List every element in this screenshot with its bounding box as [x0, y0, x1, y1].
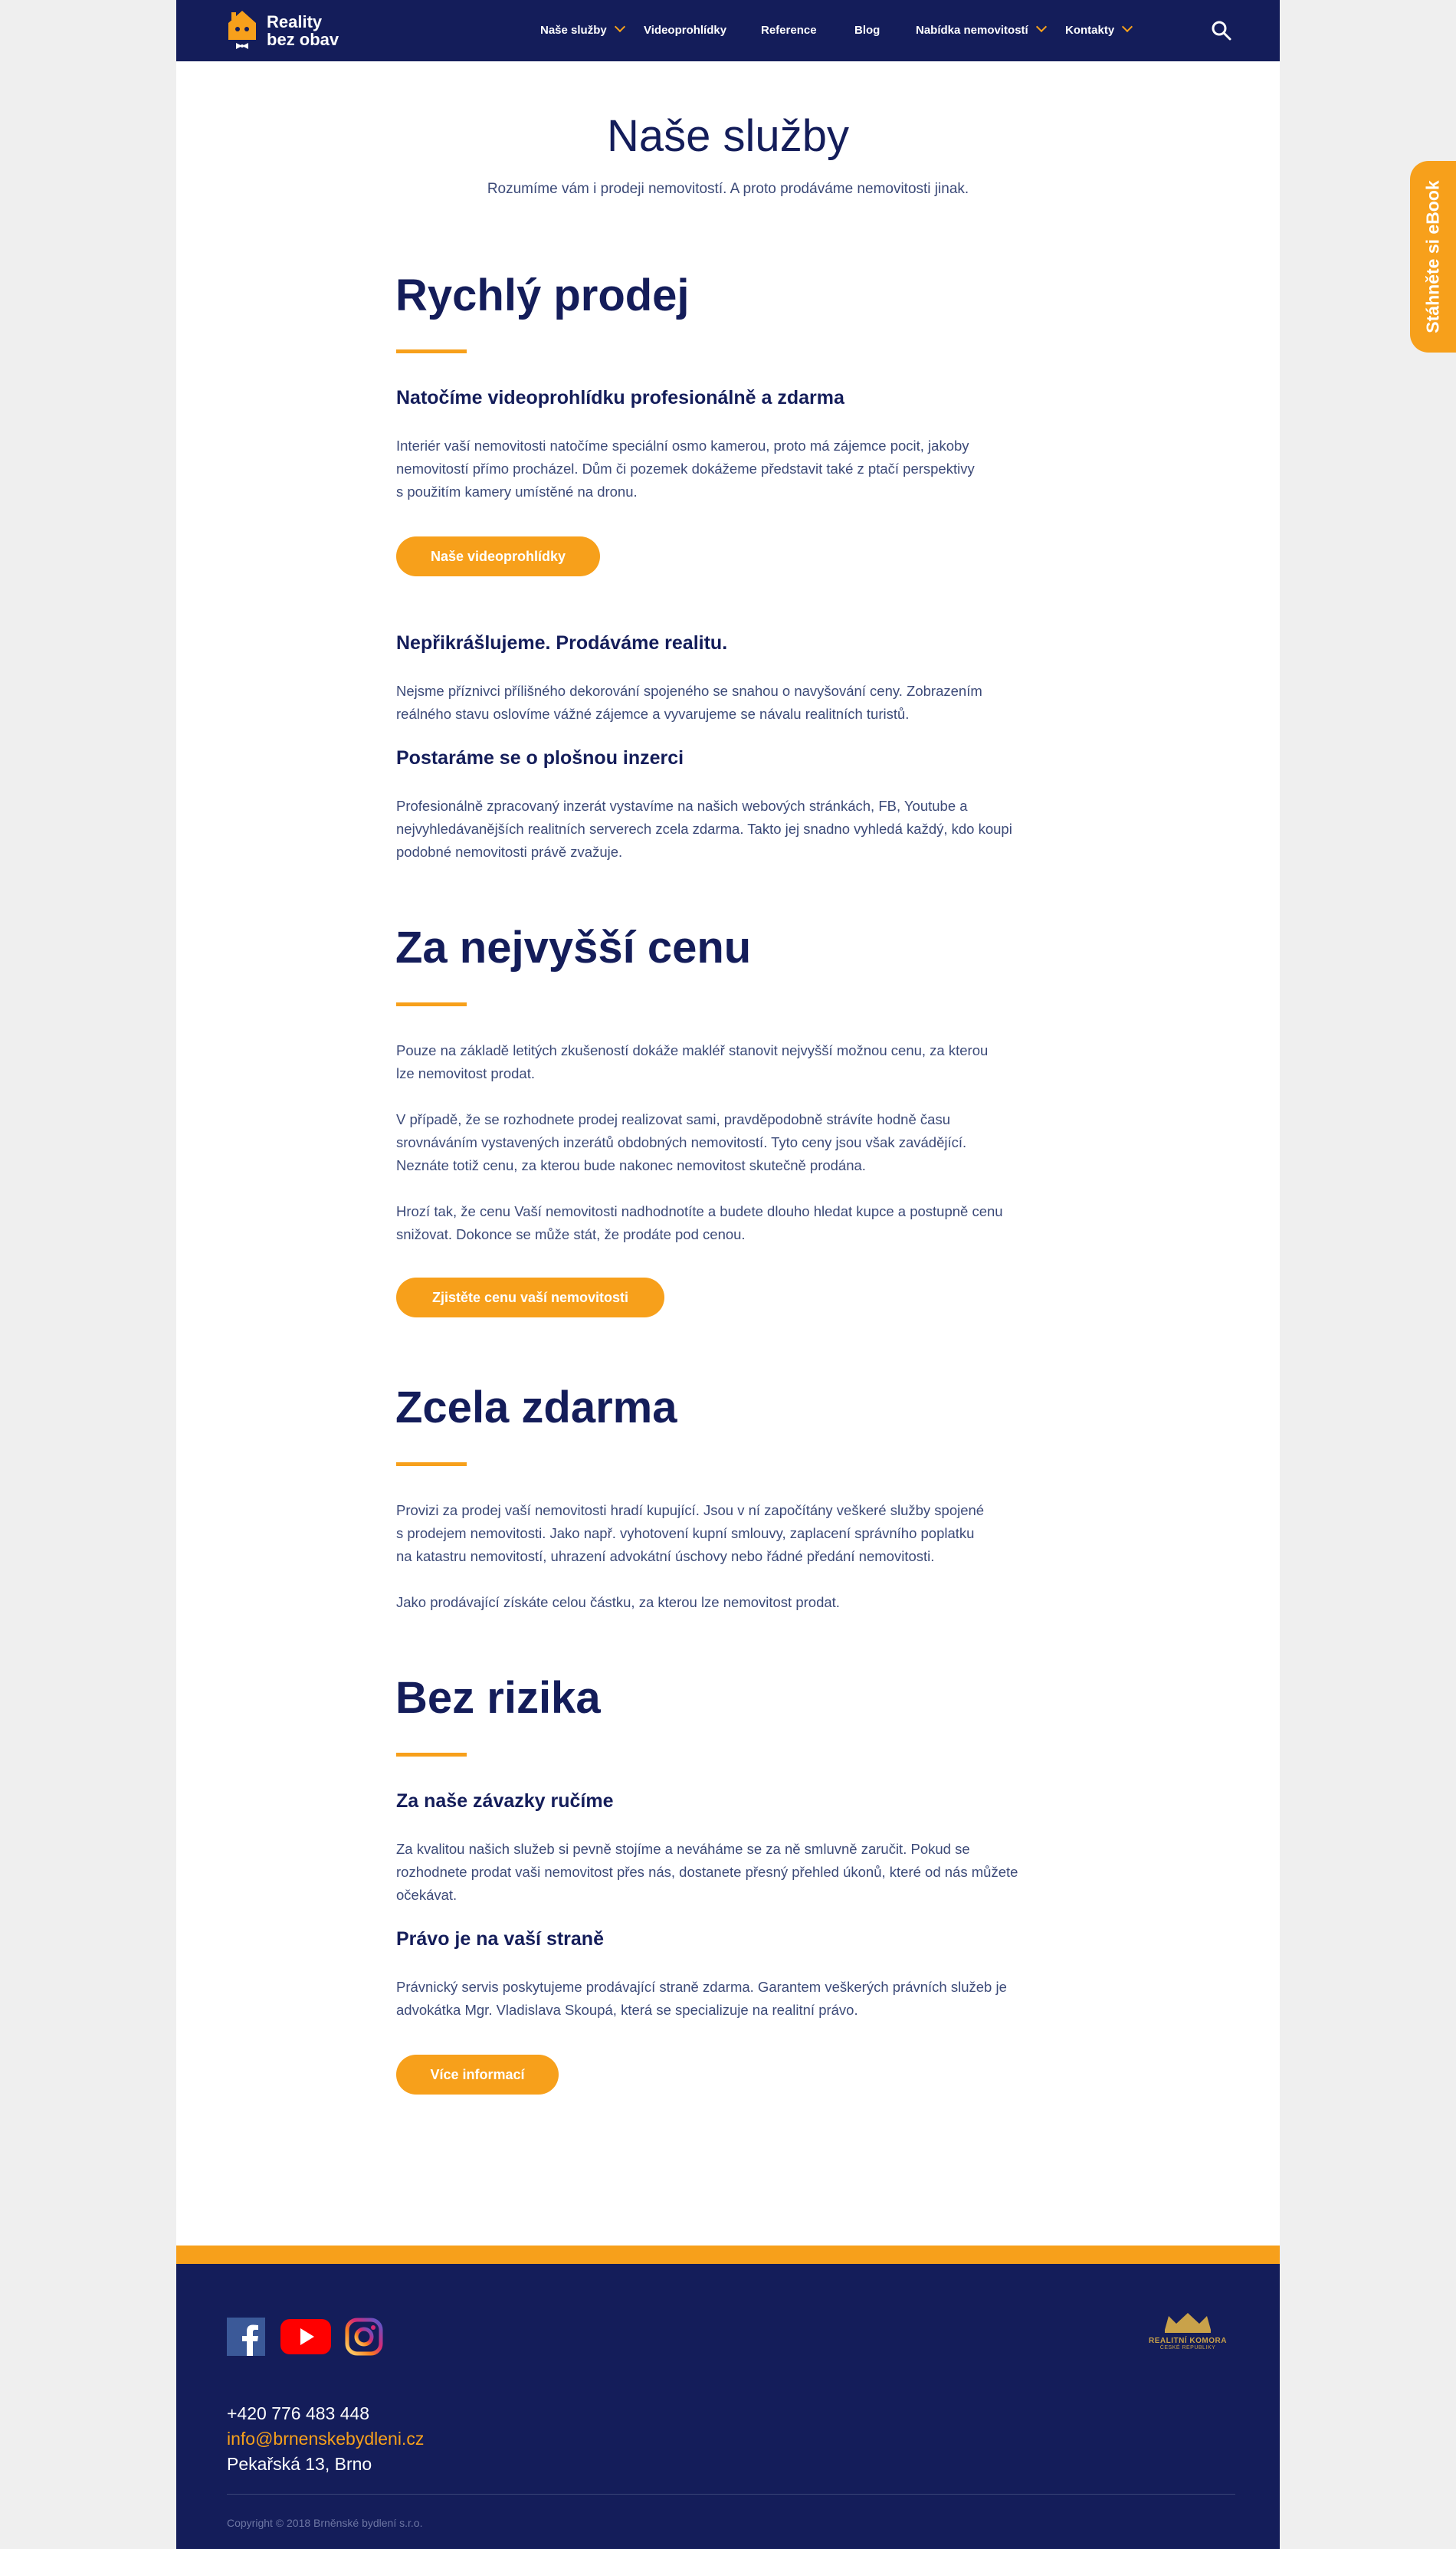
text-line: Jako prodávající získáte celou částku, za kterou lze nemovitost prodat. — [396, 1594, 840, 1610]
paragraph-reality — [396, 680, 1071, 726]
text-line: lze nemovitost prodat. — [396, 1065, 535, 1081]
logo-line-1: Reality — [267, 12, 323, 31]
text-line: Nejsme příznivci přílišného dekorování spojeného se snahou o navyšování ceny. Zobrazením — [396, 683, 982, 699]
video-tours-button[interactable]: Naše videoprohlídky — [396, 536, 600, 576]
heading-guarantee: Za naše závazky ručíme — [396, 1790, 614, 1812]
page — [176, 0, 1280, 2549]
ebook-download-tab[interactable] — [1410, 161, 1456, 353]
text-line: rozhodnete prodat vaši nemovitost přes nás, dostanete přesný přehled úkonů, které od nás můžete — [396, 1864, 1018, 1880]
nav-label: Kontakty — [1065, 24, 1115, 37]
chevron-down-icon — [1122, 21, 1133, 32]
text-line: Právnický servis poskytujeme prodávající straně zdarma. Garantem veškerých právních služeb je — [396, 1979, 1007, 1995]
text-line: Provizi za prodej vaší nemovitosti hradí kupující. Jsou v ní započítány veškeré služby spojené — [396, 1502, 985, 1518]
youtube-icon[interactable] — [280, 2318, 331, 2356]
nav-item-references[interactable] — [761, 0, 817, 61]
heading-law: Právo je na vaší straně — [396, 1928, 604, 1950]
instagram-icon[interactable] — [345, 2318, 383, 2356]
text-line: Hrozí tak, že cenu Vaší nemovitosti nadhodnotíte a budete dlouho hledat kupce a postupně cenu — [396, 1203, 1003, 1219]
nav-item-video-tours[interactable] — [644, 0, 726, 61]
logo-text — [267, 13, 339, 48]
heading-advertising: Postaráme se o plošnou inzerci — [396, 747, 684, 769]
paragraph-free-2 — [396, 1591, 1071, 1614]
text-line: Neznáte totiž cenu, za kterou bude nakonec nemovitost skutečně prodána. — [396, 1157, 866, 1173]
heading-video: Natočíme videoprohlídku profesionálně a zdarma — [396, 387, 844, 408]
text-line: na katastru nemovitostí, uhrazení advokátní úschovy nebo řádné předání nemovitosti. — [396, 1548, 935, 1564]
text-line: advokátka Mgr. Vladislava Skoupá, která se specializuje na realitní právo. — [396, 2002, 858, 2018]
paragraph-price-2 — [396, 1108, 1071, 1177]
text-line: snižovat. Dokonce se může stát, že prodáte pod cenou. — [396, 1226, 746, 1242]
text-line: Za kvalitou našich služeb si pevně stojíme a neváháme se za ně smluvně zaručit. Pokud se — [396, 1841, 970, 1857]
paragraph-price-1 — [396, 1039, 1071, 1085]
nav-label: Naše služby — [540, 24, 607, 37]
page-subtitle: Rozumíme vám i prodeji nemovitostí. A proto prodáváme nemovitosti jinak. — [487, 181, 969, 197]
footer-email[interactable]: info@brnenskebydleni.cz — [227, 2429, 425, 2449]
chamber-subtitle: ČESKÉ REPUBLIKY — [1159, 2345, 1216, 2351]
nav-label: Reference — [761, 24, 817, 37]
heading-reality: Nepřikrášlujeme. Prodáváme realitu. — [396, 632, 728, 654]
footer-divider — [227, 2494, 1235, 2495]
nav-label: Blog — [854, 24, 880, 37]
site-header — [176, 0, 1280, 61]
text-line: reálného stavu oslovíme vážné zájemce a vyvarujeme se návalu realitních turistů. — [396, 706, 910, 722]
text-line: očekávat. — [396, 1887, 457, 1903]
footer-accent-stripe — [176, 2246, 1280, 2264]
paragraph-price-3 — [396, 1200, 1071, 1246]
section-title-best-price: Za nejvyšší cenu — [395, 923, 752, 973]
nav-item-blog[interactable] — [854, 0, 880, 61]
section-divider — [396, 1002, 467, 1006]
house-logo-icon — [227, 9, 257, 52]
footer-phone[interactable]: +420 776 483 448 — [227, 2403, 370, 2423]
page-title: Naše služby — [607, 111, 849, 161]
text-line: s použitím kamery umístěné na dronu. — [396, 484, 638, 500]
text-line: Interiér vaší nemovitosti natočíme speciální osmo kamerou, proto má zájemce pocit, jakoby — [396, 438, 969, 454]
chevron-down-icon — [1036, 21, 1047, 32]
section-divider — [396, 349, 467, 353]
section-divider — [396, 1462, 467, 1466]
section-divider — [396, 1753, 467, 1757]
text-line: nemovitostí přímo procházel. Dům či pozemek dokážeme představit také z ptačí perspektivy — [396, 461, 975, 477]
text-line: V případě, že se rozhodnete prodej realizovat sami, pravděpodobně strávíte hodně času — [396, 1111, 950, 1127]
footer-address: Pekařská 13, Brno — [227, 2454, 372, 2474]
chamber-name: REALITNÍ KOMORA — [1149, 2337, 1227, 2345]
paragraph-advertising — [396, 795, 1071, 864]
logo[interactable] — [227, 8, 339, 54]
nav-item-contacts[interactable] — [1065, 0, 1131, 61]
chevron-down-icon — [615, 21, 625, 32]
nav-label: Videoprohlídky — [644, 24, 727, 37]
real-estate-chamber-logo — [1142, 2310, 1234, 2351]
more-info-button[interactable]: Více informací — [396, 2055, 559, 2095]
nav-item-properties[interactable] — [916, 0, 1045, 61]
crown-icon — [1161, 2310, 1215, 2333]
nav-item-services[interactable] — [540, 0, 624, 61]
nav-label: Nabídka nemovitostí — [916, 24, 1028, 37]
paragraph-guarantee — [396, 1838, 1071, 1907]
section-title-fast-sale: Rychlý prodej — [395, 271, 690, 320]
text-line: Pouze na základě letitých zkušeností dokáže makléř stanovit nejvyšší možnou cenu, za kterou — [396, 1042, 989, 1058]
paragraph-free-1 — [396, 1499, 1071, 1568]
paragraph-law — [396, 1976, 1071, 2022]
price-estimate-button[interactable]: Zjistěte cenu vaší nemovitosti — [396, 1278, 664, 1317]
copyright-text: Copyright © 2018 Brněnské bydlení s.r.o. — [227, 2517, 423, 2529]
section-title-free: Zcela zdarma — [395, 1383, 677, 1432]
text-line: Profesionálně zpracovaný inzerát vystavíme na našich webových stránkách, FB, Youtube a — [396, 798, 968, 814]
logo-line-2: bez obav — [267, 30, 339, 49]
text-line: podobné nemovitosti právě zvažuje. — [396, 844, 623, 860]
ebook-tab-label: Stáhněte si eBook — [1422, 180, 1443, 333]
site-footer — [176, 2264, 1280, 2549]
text-line: srovnáváním vystavených inzerátů obdobných nemovitostí. Tyto ceny jsou však zavádějící. — [396, 1134, 967, 1150]
paragraph-video — [396, 435, 1071, 504]
search-icon[interactable] — [1211, 20, 1232, 41]
facebook-icon[interactable] — [227, 2318, 265, 2356]
text-line: s prodejem nemovitosti. Jako např. vyhotovení kupní smlouvy, zaplacení správního poplatku — [396, 1525, 975, 1541]
section-title-no-risk: Bez rizika — [395, 1673, 601, 1723]
text-line: nejvyhledávanějších realitních serverech zcela zdarma. Takto jej snadno vyhledá každý, kdo koupi — [396, 821, 1012, 837]
